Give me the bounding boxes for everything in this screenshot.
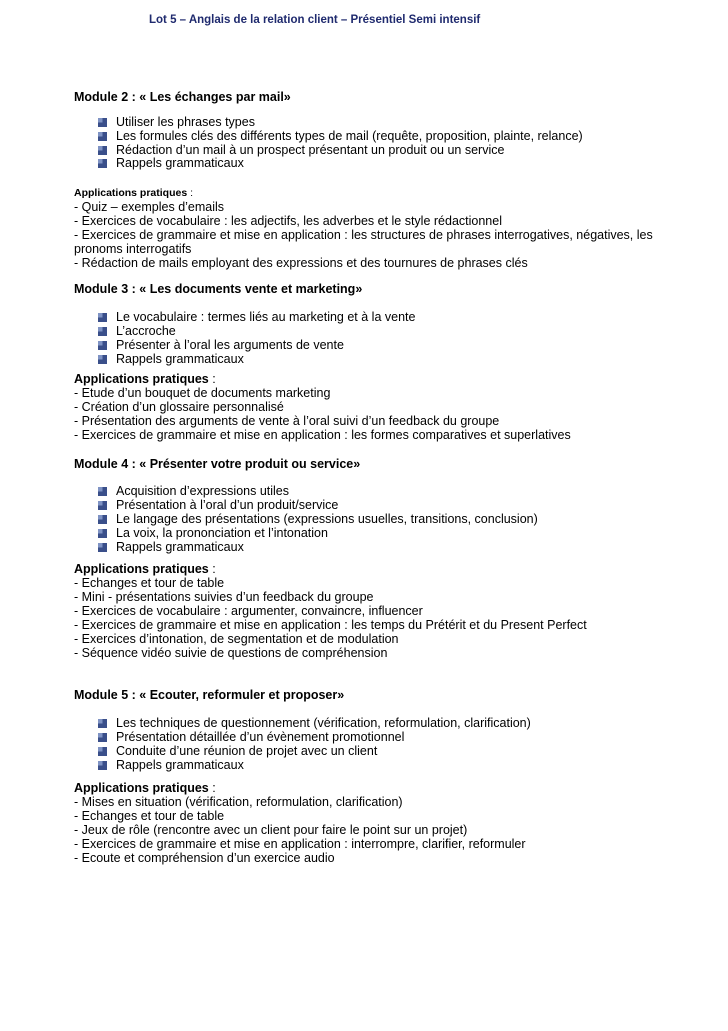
list-item	[74, 541, 714, 555]
list-item-text: Présentation détaillée d’un évènement promotionnel	[116, 730, 405, 745]
bullet-list	[74, 311, 714, 366]
application-line: - Exercices de vocabulaire : argumenter, convaincre, influencer	[74, 604, 423, 619]
list-item-text: Rappels grammaticaux	[116, 757, 244, 772]
application-line: - Jeux de rôle (rencontre avec un client pour faire le point sur un projet)	[74, 822, 468, 837]
application-line: - Exercices de grammaire et mise en application : les temps du Prétérit et du Present Perfect	[74, 618, 587, 633]
application-line: - Ecoute et compréhension d’un exercice audio	[74, 850, 335, 865]
list-item	[74, 144, 714, 158]
module-2	[74, 89, 714, 270]
square-bullet-icon	[98, 355, 108, 365]
bullet-list	[74, 116, 714, 171]
square-bullet-icon	[98, 761, 108, 771]
application-line: - Quiz – exemples d’emails	[74, 200, 225, 215]
list-item-text: Les techniques de questionnement (vérification, reformulation, clarification)	[116, 716, 531, 731]
application-line: - Séquence vidéo suivie de questions de compréhension	[74, 646, 388, 661]
module-5	[74, 687, 714, 864]
list-item-text: Le vocabulaire : termes liés au marketing et à la vente	[116, 310, 416, 325]
bullet-list	[74, 717, 714, 772]
list-item-text: Rappels grammaticaux	[116, 351, 244, 366]
square-bullet-icon	[98, 487, 108, 497]
list-item-text: Les formules clés des différents types de mail (requête, proposition, plainte, relance)	[116, 128, 583, 143]
list-item	[74, 513, 714, 527]
document-body	[74, 89, 714, 865]
application-line: - Exercices de grammaire et mise en application : les structures de phrases interrogatives, négatives, les pronoms interrogatifs	[74, 228, 653, 257]
square-bullet-icon	[98, 501, 108, 511]
list-item	[74, 157, 714, 171]
application-line: - Création d’un glossaire personnalisé	[74, 400, 284, 415]
module-4	[74, 456, 714, 660]
list-item-text: Rappels grammaticaux	[116, 156, 244, 171]
square-bullet-icon	[98, 146, 108, 156]
application-line: - Mises en situation (vérification, reformulation, clarification)	[74, 794, 403, 809]
square-bullet-icon	[98, 529, 108, 539]
list-item-text: Présenter à l’oral les arguments de vente	[116, 337, 344, 352]
list-item	[74, 116, 714, 130]
list-item	[74, 759, 714, 773]
square-bullet-icon	[98, 118, 108, 128]
list-item-text: Rédaction d’un mail à un prospect présentant un produit ou un service	[116, 142, 505, 157]
application-line: - Exercices de grammaire et mise en application : les formes comparatives et superlatives	[74, 428, 571, 443]
application-line: - Présentation des arguments de vente à l’oral suivi d’un feedback du groupe	[74, 414, 500, 429]
application-line: - Exercices d’intonation, de segmentation et de modulation	[74, 632, 399, 647]
module-title: Module 2 : « Les échanges par mail»	[74, 90, 291, 104]
module-3	[74, 281, 714, 442]
module-title: Module 4 : « Présenter votre produit ou service»	[74, 457, 361, 472]
square-bullet-icon	[98, 515, 108, 525]
module-title: Module 5 : « Ecouter, reformuler et proposer»	[74, 688, 345, 703]
applications-label: Applications pratiques :	[74, 562, 216, 577]
bullet-list	[74, 485, 714, 554]
module-title: Module 3 : « Les documents vente et marketing»	[74, 282, 363, 297]
square-bullet-icon	[98, 341, 108, 351]
applications-label: Applications pratiques :	[74, 372, 216, 387]
list-item	[74, 130, 714, 144]
list-item	[74, 499, 714, 513]
list-item	[74, 717, 714, 731]
list-item	[74, 745, 714, 759]
application-line: - Echanges et tour de table	[74, 576, 225, 591]
list-item-text: L’accroche	[116, 323, 176, 338]
list-item-text: Utiliser les phrases types	[116, 115, 255, 129]
square-bullet-icon	[98, 543, 108, 553]
square-bullet-icon	[98, 132, 108, 142]
list-item	[74, 353, 714, 367]
square-bullet-icon	[98, 313, 108, 323]
list-item	[74, 339, 714, 353]
square-bullet-icon	[98, 327, 108, 337]
square-bullet-icon	[98, 159, 108, 169]
applications-label: Applications pratiques :	[74, 780, 216, 795]
list-item-text: Le langage des présentations (expressions usuelles, transitions, conclusion)	[116, 511, 538, 526]
list-item-text: Acquisition d’expressions utiles	[116, 484, 290, 499]
application-line: - Mini - présentations suivies d’un feedback du groupe	[74, 590, 374, 605]
applications-label: Applications pratiques :	[74, 187, 194, 200]
application-line: - Exercices de grammaire et mise en application : interrompre, clarifier, reformuler	[74, 836, 526, 851]
page-header: Lot 5 – Anglais de la relation client – Présentiel Semi intensif	[149, 14, 481, 26]
square-bullet-icon	[98, 733, 108, 743]
list-item	[74, 311, 714, 325]
application-line: - Exercices de vocabulaire : les adjectifs, les adverbes et le style rédactionnel	[74, 214, 502, 229]
square-bullet-icon	[98, 747, 108, 757]
list-item	[74, 485, 714, 499]
list-item	[74, 325, 714, 339]
application-line: - Echanges et tour de table	[74, 808, 225, 823]
list-item-text: La voix, la prononciation et l’intonation	[116, 525, 328, 540]
list-item	[74, 527, 714, 541]
list-item-text: Présentation à l’oral d’un produit/service	[116, 498, 339, 513]
application-line: - Rédaction de mails employant des expressions et des tournures de phrases clés	[74, 256, 528, 271]
list-item-text: Conduite d’une réunion de projet avec un client	[116, 743, 378, 758]
application-line: - Etude d’un bouquet de documents marketing	[74, 386, 331, 401]
list-item	[74, 731, 714, 745]
list-item-text: Rappels grammaticaux	[116, 539, 244, 554]
square-bullet-icon	[98, 719, 108, 729]
